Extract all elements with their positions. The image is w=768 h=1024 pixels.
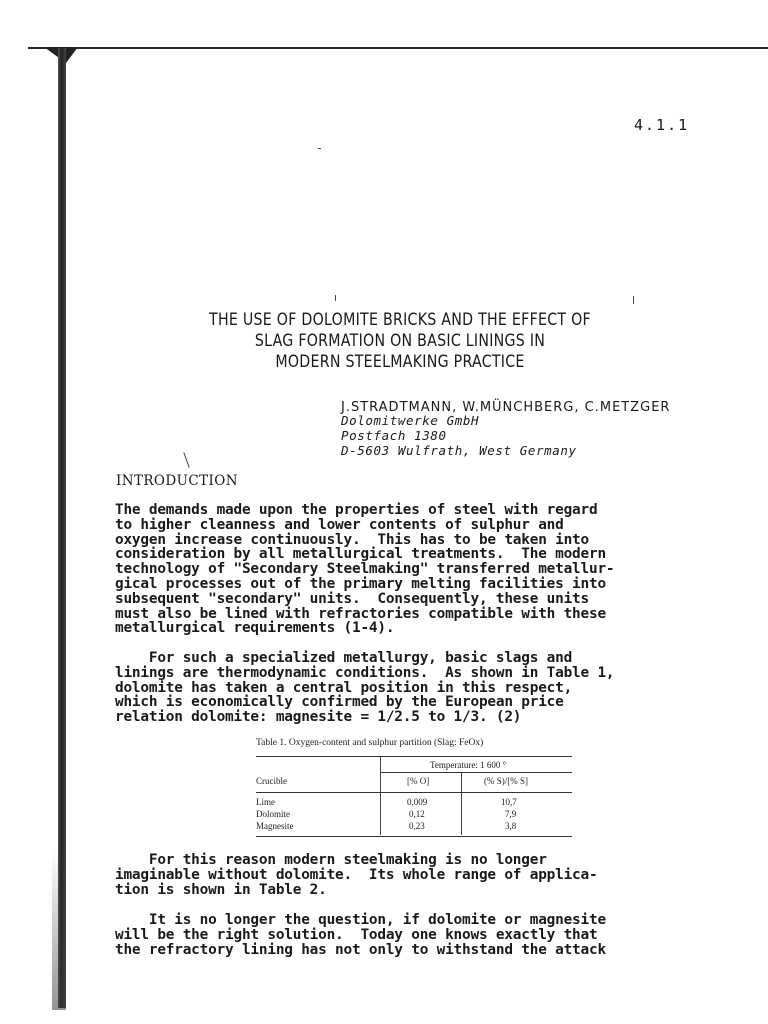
paragraph-3 [115, 853, 675, 897]
affiliation-line-1: Dolomitwerke GmbH [341, 413, 480, 428]
table-rule-top [256, 756, 572, 757]
table-cell: Magnesite [256, 821, 294, 831]
text-line: must also be lined with refractories compatible with these [115, 605, 606, 622]
text-line: which is economically confirmed by the European price [115, 694, 564, 711]
table-cell: 7,9 [505, 809, 517, 819]
text-line: to higher cleanness and lower contents of sulphur and [115, 516, 564, 533]
table-cell: Dolomite [256, 809, 290, 819]
table-1 [256, 738, 572, 831]
section-heading: INTRODUCTION [116, 473, 238, 489]
text-line: imaginable without dolomite. Its whole range of applica- [115, 866, 598, 883]
text-line: linings are thermodynamic conditions. As shown in Table 1, [115, 664, 615, 681]
text-line: For this reason modern steelmaking is no longer [115, 852, 547, 868]
text-line: It is no longer the question, if dolomite or magnesite [115, 912, 606, 928]
binding-shadow [52, 850, 66, 1010]
table-header-sulphur: (% S)/[% S] [484, 776, 528, 786]
table-cell: 10,7 [501, 797, 517, 807]
authors: J.STRADTMANN, W.MÜNCHBERG, C.METZGER [341, 400, 671, 415]
table-caption: Table 1. Oxygen-content and sulphur partition (Slag: FeOx) [256, 738, 484, 748]
table-divider [461, 773, 462, 835]
text-line: dolomite has taken a central position in this respect, [115, 679, 573, 696]
text-line: will be the right solution. Today one knows exactly that [115, 926, 598, 943]
affiliation-line-3: D-5603 Wulfrath, West Germany [341, 443, 577, 458]
paragraph-4 [115, 913, 675, 957]
table-header-crucible: Crucible [256, 776, 287, 786]
paper-title [185, 309, 615, 372]
scan-speck [183, 452, 189, 467]
title-line-2: SLAG FORMATION ON BASIC LININGS IN [254, 331, 546, 350]
top-rule [28, 47, 768, 49]
table-rule-header [256, 792, 572, 793]
table-divider [380, 757, 381, 835]
scan-speck [335, 295, 336, 301]
table-cell: 0,009 [407, 797, 428, 807]
table-group-header: Temperature: 1 600 ° [430, 760, 507, 770]
text-line: relation dolomite: magnesite = 1/2.5 to 1/3. (2) [115, 709, 522, 726]
affiliation-line-2: Postfach 1380 [341, 428, 447, 443]
scan-speck [633, 296, 634, 304]
text-line: technology of "Secondary Steelmaking" transferred metallur- [115, 561, 615, 578]
title-line-3: MODERN STEELMAKING PRACTICE [275, 352, 525, 371]
table-header-oxygen: [% O] [407, 776, 430, 786]
text-line: the refractory lining has not only to withstand the attack [115, 941, 606, 958]
text-line: gical processes out of the primary melting facilities into [115, 575, 606, 592]
text-line: metallurgical requirements (1-4). [115, 620, 395, 637]
title-line-1: THE USE OF DOLOMITE BRICKS AND THE EFFECT OF [209, 310, 591, 329]
scan-speck [318, 148, 321, 149]
page-number: 4.1.1 [634, 116, 690, 134]
text-line: subsequent "secondary" units. Consequently, these units [115, 590, 589, 607]
text-line: tion is shown in Table 2. [115, 881, 327, 898]
text-line: The demands made upon the properties of steel with regard [115, 502, 598, 518]
text-line: For such a specialized metallurgy, basic slags and [115, 650, 573, 666]
table-cell: 0,23 [409, 821, 425, 831]
table-cell: Lime [256, 797, 275, 807]
table-cell: 0,12 [409, 809, 425, 819]
paragraph-1 [115, 503, 675, 636]
paragraph-2 [115, 651, 675, 725]
text-line: oxygen increase continuously. This has to be taken into [115, 531, 589, 548]
text-line: consideration by all metallurgical treatments. The modern [115, 546, 606, 563]
table-rule-group [380, 772, 572, 773]
table-rule-bottom [256, 836, 572, 837]
table-cell: 3,8 [505, 821, 517, 831]
